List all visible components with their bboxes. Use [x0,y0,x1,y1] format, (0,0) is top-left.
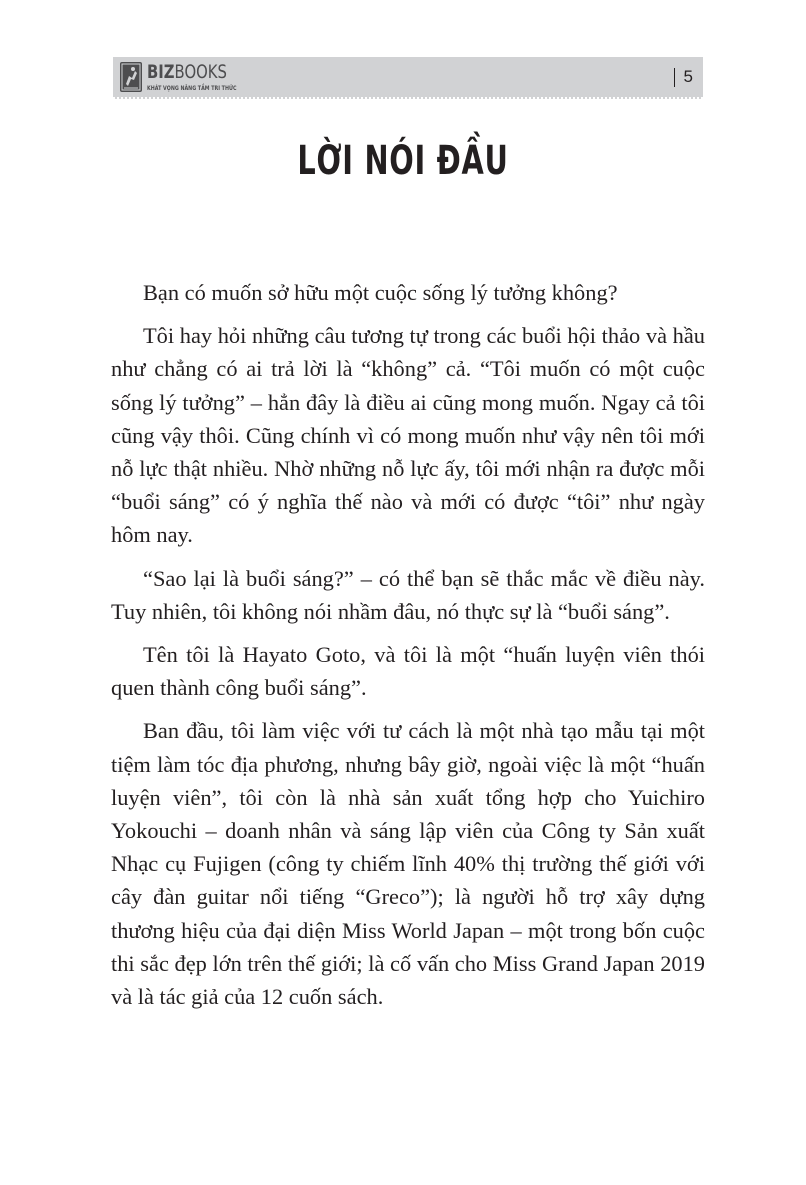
running-header [113,57,703,99]
logo-tagline: KHÁT VỌNG NÂNG TẦM TRI THỨC [147,85,237,92]
page-number [674,67,693,87]
paragraph: Bạn có muốn sở hữu một cuộc sống lý tưởng không? [143,280,618,305]
logo-wordmark [147,63,234,82]
logo-wordmark-bold: BIZ [147,61,175,83]
page-number-value: 5 [683,67,693,86]
paragraph: “Sao lại là buổi sáng?” – có thể bạn sẽ thắc mắc về điều này. Tuy nhiên, tôi không nói nhầm đâu, nó thực sự là “buổi sáng”. [111,565,705,624]
page-number-separator [674,68,675,87]
paragraph: Tên tôi là Hayato Goto, và tôi là một “huấn luyện viên thói quen thành công buổi sáng”. [111,642,705,701]
paragraph: Tôi hay hỏi những câu tương tự trong các buổi hội thảo và hầu như chẳng có ai trả lời là “không” cả. “Tôi muốn có một cuộc sống lý tưởng” – hẳn đây là điều ai cũng mong muốn. Ngay cả tôi cũng vậy thôi. Cũng chính vì có mong muốn như vậy nên tôi mới nỗ lực thật nhiều. Nhờ những nỗ lực ấy, tôi mới nhận ra được mỗi “buổi sáng” có ý nghĩa thế nào và mới có được “tôi” như ngày hôm nay. [111,323,705,548]
chapter-title: LỜI NÓI ĐẦU [297,138,509,184]
body-text [111,276,705,1023]
logo-wordmark-light: BOOKS [174,61,227,83]
book-figure-icon [120,62,142,92]
paragraph: Ban đầu, tôi làm việc với tư cách là một nhà tạo mẫu tại một tiệm làm tóc địa phương, nhưng bây giờ, ngoài việc là một “huấn luyện viên”, tôi còn là nhà sản xuất tổng hợp cho Yuichiro Yokouchi – doanh nhân và sáng lập viên của Công ty Sản xuất Nhạc cụ Fujigen (công ty chiếm lĩnh 40% thị trường thế giới với cây đàn guitar nổi tiếng “Greco”); là người hỗ trợ xây dựng thương hiệu của đại diện Miss World Japan – một trong bốn cuộc thi sắc đẹp lớn trên thế giới; là cố vấn cho Miss Grand Japan 2019 và là tác giả của 12 cuốn sách. [111,718,705,1010]
publisher-logo [120,62,259,94]
